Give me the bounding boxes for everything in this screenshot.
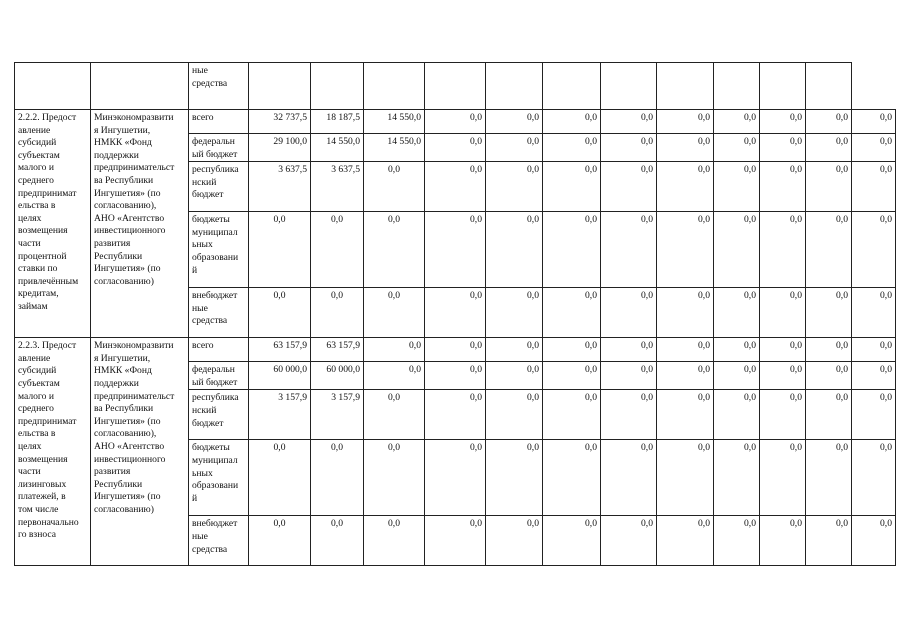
continuation-row [15, 63, 896, 110]
value-cell: 0,0 [486, 338, 543, 362]
empty-cell [91, 63, 189, 110]
value-cell: 0,0 [806, 390, 852, 440]
value-cell: 0,0 [425, 288, 486, 338]
source-label: ные средства [189, 63, 249, 110]
value-cell: 0,0 [601, 390, 657, 440]
value-cell: 0,0 [852, 390, 896, 440]
value-cell: 0,0 [425, 110, 486, 134]
value-cell: 0,0 [364, 338, 425, 362]
value-cell: 0,0 [364, 162, 425, 212]
value-cell: 0,0 [311, 288, 364, 338]
empty-cell [601, 63, 657, 110]
value-cell: 0,0 [657, 110, 714, 134]
value-cell: 0,0 [714, 338, 760, 362]
value-cell: 0,0 [486, 288, 543, 338]
funding-source: внебюджет ные средства [189, 516, 249, 566]
value-cell: 0,0 [852, 110, 896, 134]
value-cell: 0,0 [543, 362, 601, 390]
value-cell: 0,0 [601, 134, 657, 162]
value-cell: 0,0 [486, 362, 543, 390]
value-cell: 0,0 [601, 516, 657, 566]
table-row [15, 338, 896, 362]
funding-source: внебюджет ные средства [189, 288, 249, 338]
value-cell: 0,0 [543, 338, 601, 362]
value-cell: 0,0 [543, 212, 601, 288]
empty-cell [714, 63, 760, 110]
funding-source: бюджеты муниципал ьных образовани й [189, 440, 249, 516]
value-cell: 0,0 [760, 162, 806, 212]
value-cell: 0,0 [657, 134, 714, 162]
value-cell: 0,0 [852, 134, 896, 162]
value-cell: 0,0 [657, 440, 714, 516]
value-cell: 0,0 [714, 440, 760, 516]
value-cell: 0,0 [714, 516, 760, 566]
value-cell: 0,0 [543, 288, 601, 338]
value-cell: 0,0 [760, 390, 806, 440]
value-cell: 0,0 [760, 440, 806, 516]
value-cell: 0,0 [601, 338, 657, 362]
funding-source: федеральн ый бюджет [189, 362, 249, 390]
value-cell: 0,0 [543, 516, 601, 566]
value-cell: 0,0 [806, 212, 852, 288]
value-cell: 0,0 [714, 110, 760, 134]
value-cell: 0,0 [364, 288, 425, 338]
value-cell: 0,0 [806, 362, 852, 390]
value-cell: 14 550,0 [364, 110, 425, 134]
value-cell: 0,0 [714, 362, 760, 390]
value-cell: 0,0 [657, 338, 714, 362]
value-cell: 0,0 [425, 212, 486, 288]
value-cell: 0,0 [852, 338, 896, 362]
value-cell: 0,0 [601, 440, 657, 516]
value-cell: 0,0 [486, 390, 543, 440]
value-cell: 0,0 [543, 162, 601, 212]
value-cell: 0,0 [852, 440, 896, 516]
empty-cell [425, 63, 486, 110]
value-cell: 0,0 [714, 390, 760, 440]
value-cell: 0,0 [714, 212, 760, 288]
value-cell: 0,0 [425, 162, 486, 212]
value-cell: 0,0 [806, 110, 852, 134]
value-cell: 0,0 [311, 516, 364, 566]
value-cell: 0,0 [806, 516, 852, 566]
value-cell: 14 550,0 [311, 134, 364, 162]
value-cell: 0,0 [311, 212, 364, 288]
value-cell: 0,0 [364, 440, 425, 516]
value-cell: 29 100,0 [249, 134, 311, 162]
value-cell: 0,0 [249, 440, 311, 516]
empty-cell [15, 63, 91, 110]
value-cell: 0,0 [486, 162, 543, 212]
value-cell: 3 157,9 [249, 390, 311, 440]
value-cell: 0,0 [543, 134, 601, 162]
empty-cell [806, 63, 852, 110]
empty-cell [760, 63, 806, 110]
measure-description: 2.2.2. Предост авление субсидий субъектам малого и среднего предпринимат ельства в целях возмещения части процентной ставки по привлечённым кредитам, займам [15, 110, 91, 338]
value-cell: 0,0 [657, 516, 714, 566]
value-cell: 0,0 [806, 338, 852, 362]
funding-source: республика нский бюджет [189, 390, 249, 440]
value-cell: 0,0 [425, 134, 486, 162]
empty-cell [364, 63, 425, 110]
value-cell: 0,0 [714, 134, 760, 162]
value-cell: 0,0 [601, 162, 657, 212]
value-cell: 0,0 [760, 288, 806, 338]
empty-cell [543, 63, 601, 110]
value-cell: 3 157,9 [311, 390, 364, 440]
funding-source: всего [189, 110, 249, 134]
value-cell: 0,0 [760, 110, 806, 134]
value-cell: 0,0 [425, 516, 486, 566]
value-cell: 0,0 [543, 390, 601, 440]
value-cell: 0,0 [486, 516, 543, 566]
value-cell: 0,0 [543, 440, 601, 516]
value-cell: 0,0 [249, 288, 311, 338]
value-cell: 0,0 [852, 162, 896, 212]
value-cell: 63 157,9 [311, 338, 364, 362]
value-cell: 0,0 [852, 362, 896, 390]
value-cell: 3 637,5 [249, 162, 311, 212]
value-cell: 0,0 [657, 362, 714, 390]
value-cell: 0,0 [806, 134, 852, 162]
empty-cell [657, 63, 714, 110]
value-cell: 0,0 [364, 212, 425, 288]
empty-cell [311, 63, 364, 110]
responsible-executor: Минэкономразвити я Ингушетии, НМКК «Фонд поддержки предпринимательст ва Республики Ингушетия» (по согласованию), АНО «Агентство инвестиционного развития Республики Ингушетия» (по согласованию) [91, 110, 189, 338]
value-cell: 0,0 [601, 110, 657, 134]
value-cell: 60 000,0 [249, 362, 311, 390]
measure-description: 2.2.3. Предост авление субсидий субъектам малого и среднего предпринимат ельства в целях возмещения части лизинговых платежей, в том числе первоначально го взноса [15, 338, 91, 566]
value-cell: 0,0 [852, 212, 896, 288]
value-cell: 0,0 [249, 516, 311, 566]
funding-source: всего [189, 338, 249, 362]
value-cell: 0,0 [806, 440, 852, 516]
responsible-executor: Минэкономразвити я Ингушетии, НМКК «Фонд поддержки предпринимательст ва Республики Ингушетия» (по согласованию), АНО «Агентство инвестиционного развития Республики Ингушетия» (по согласованию) [91, 338, 189, 566]
funding-source: федеральн ый бюджет [189, 134, 249, 162]
value-cell: 0,0 [364, 362, 425, 390]
value-cell: 3 637,5 [311, 162, 364, 212]
value-cell: 0,0 [760, 516, 806, 566]
value-cell: 0,0 [657, 288, 714, 338]
value-cell: 0,0 [657, 162, 714, 212]
value-cell: 0,0 [760, 362, 806, 390]
empty-cell [249, 63, 311, 110]
value-cell: 0,0 [806, 288, 852, 338]
funding-source: бюджеты муниципал ьных образовани й [189, 212, 249, 288]
budget-table [14, 62, 896, 566]
value-cell: 0,0 [760, 338, 806, 362]
empty-cell [486, 63, 543, 110]
value-cell: 14 550,0 [364, 134, 425, 162]
value-cell: 0,0 [486, 110, 543, 134]
value-cell: 0,0 [486, 134, 543, 162]
value-cell: 0,0 [714, 288, 760, 338]
value-cell: 0,0 [543, 110, 601, 134]
value-cell: 0,0 [364, 516, 425, 566]
value-cell: 0,0 [425, 338, 486, 362]
value-cell: 0,0 [657, 212, 714, 288]
value-cell: 32 737,5 [249, 110, 311, 134]
value-cell: 0,0 [311, 440, 364, 516]
value-cell: 0,0 [852, 288, 896, 338]
value-cell: 0,0 [657, 390, 714, 440]
value-cell: 0,0 [601, 288, 657, 338]
funding-source: республика нский бюджет [189, 162, 249, 212]
value-cell: 0,0 [601, 212, 657, 288]
value-cell: 0,0 [806, 162, 852, 212]
table-row [15, 110, 896, 134]
value-cell: 0,0 [425, 390, 486, 440]
value-cell: 63 157,9 [249, 338, 311, 362]
value-cell: 0,0 [364, 390, 425, 440]
value-cell: 0,0 [760, 134, 806, 162]
value-cell: 0,0 [714, 162, 760, 212]
value-cell: 0,0 [249, 212, 311, 288]
value-cell: 0,0 [425, 362, 486, 390]
value-cell: 0,0 [852, 516, 896, 566]
value-cell: 18 187,5 [311, 110, 364, 134]
value-cell: 0,0 [760, 212, 806, 288]
value-cell: 0,0 [486, 212, 543, 288]
value-cell: 60 000,0 [311, 362, 364, 390]
value-cell: 0,0 [425, 440, 486, 516]
value-cell: 0,0 [601, 362, 657, 390]
value-cell: 0,0 [486, 440, 543, 516]
